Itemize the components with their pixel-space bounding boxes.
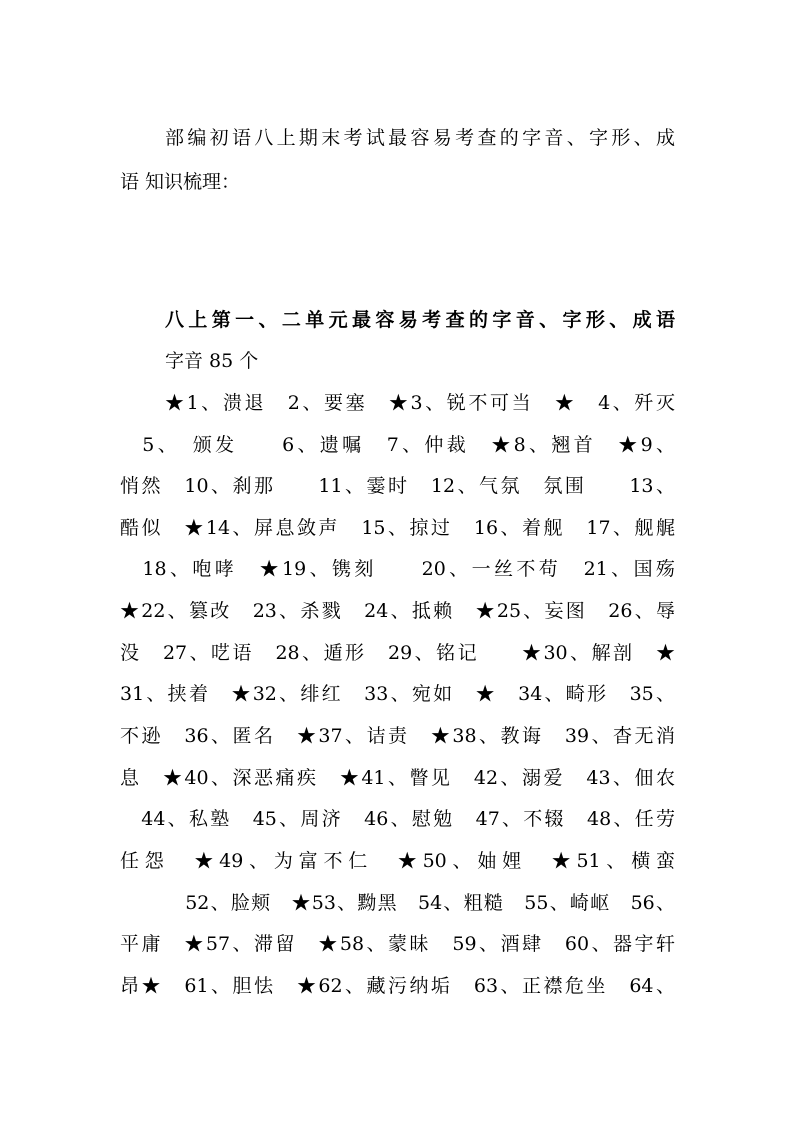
body-line: 18、咆哮 ★19、镌刻 20、一丝不苟 21、国殇 bbox=[120, 558, 675, 580]
body-line: 44、私塾 45、周济 46、慰勉 47、不辍 48、任劳 bbox=[120, 808, 675, 830]
document-title-line-1: 部编初语八上期末考试最容易考查的字音、字形、成 bbox=[165, 127, 675, 149]
body-line: 没 27、呓语 28、遁形 29、铭记 ★30、解剖 ★ bbox=[120, 642, 675, 664]
body-line: 酷似 ★14、屏息敛声 15、掠过 16、着舰 17、舰艉 bbox=[120, 517, 675, 539]
section-heading: 八上第一、二单元最容易考查的字音、字形、成语 bbox=[165, 309, 675, 331]
body-line: ★1、溃退 2、要塞 ★3、锐不可当 ★ 4、歼灭 bbox=[165, 392, 675, 414]
body-line: 不逊 36、匿名 ★37、诘责 ★38、教诲 39、杳无消 bbox=[120, 725, 675, 747]
body-line: 悄然 10、刹那 11、霎时 12、气氛 氛围 13、 bbox=[120, 475, 675, 497]
body-line: 昂★ 61、胆怯 ★62、藏污纳垢 63、正襟危坐 64、 bbox=[120, 975, 675, 997]
body-line: ★22、篡改 23、杀戮 24、抵赖 ★25、妄图 26、辱 bbox=[120, 600, 675, 622]
subheading: 字音 85 个 bbox=[165, 350, 259, 372]
body-line: 52、脸颊 ★53、黝黑 54、粗糙 55、崎岖 56、 bbox=[165, 892, 675, 914]
body-line: 息 ★40、深恶痛疾 ★41、瞥见 42、溺爱 43、佃农 bbox=[120, 767, 675, 789]
body-line: 任怨 ★49、为富不仁 ★50、妯娌 ★51、横蛮 bbox=[120, 850, 675, 872]
body-line: 5、 颁发 6、遗嘱 7、仲裁 ★8、翘首 ★9、 bbox=[120, 434, 675, 456]
body-line: 31、挟着 ★32、绯红 33、宛如 ★ 34、畸形 35、 bbox=[120, 683, 675, 705]
body-line: 平庸 ★57、滞留 ★58、蒙昧 59、酒肆 60、器宇轩 bbox=[120, 933, 675, 955]
document-title-line-2: 语 知识梳理： bbox=[120, 171, 241, 193]
